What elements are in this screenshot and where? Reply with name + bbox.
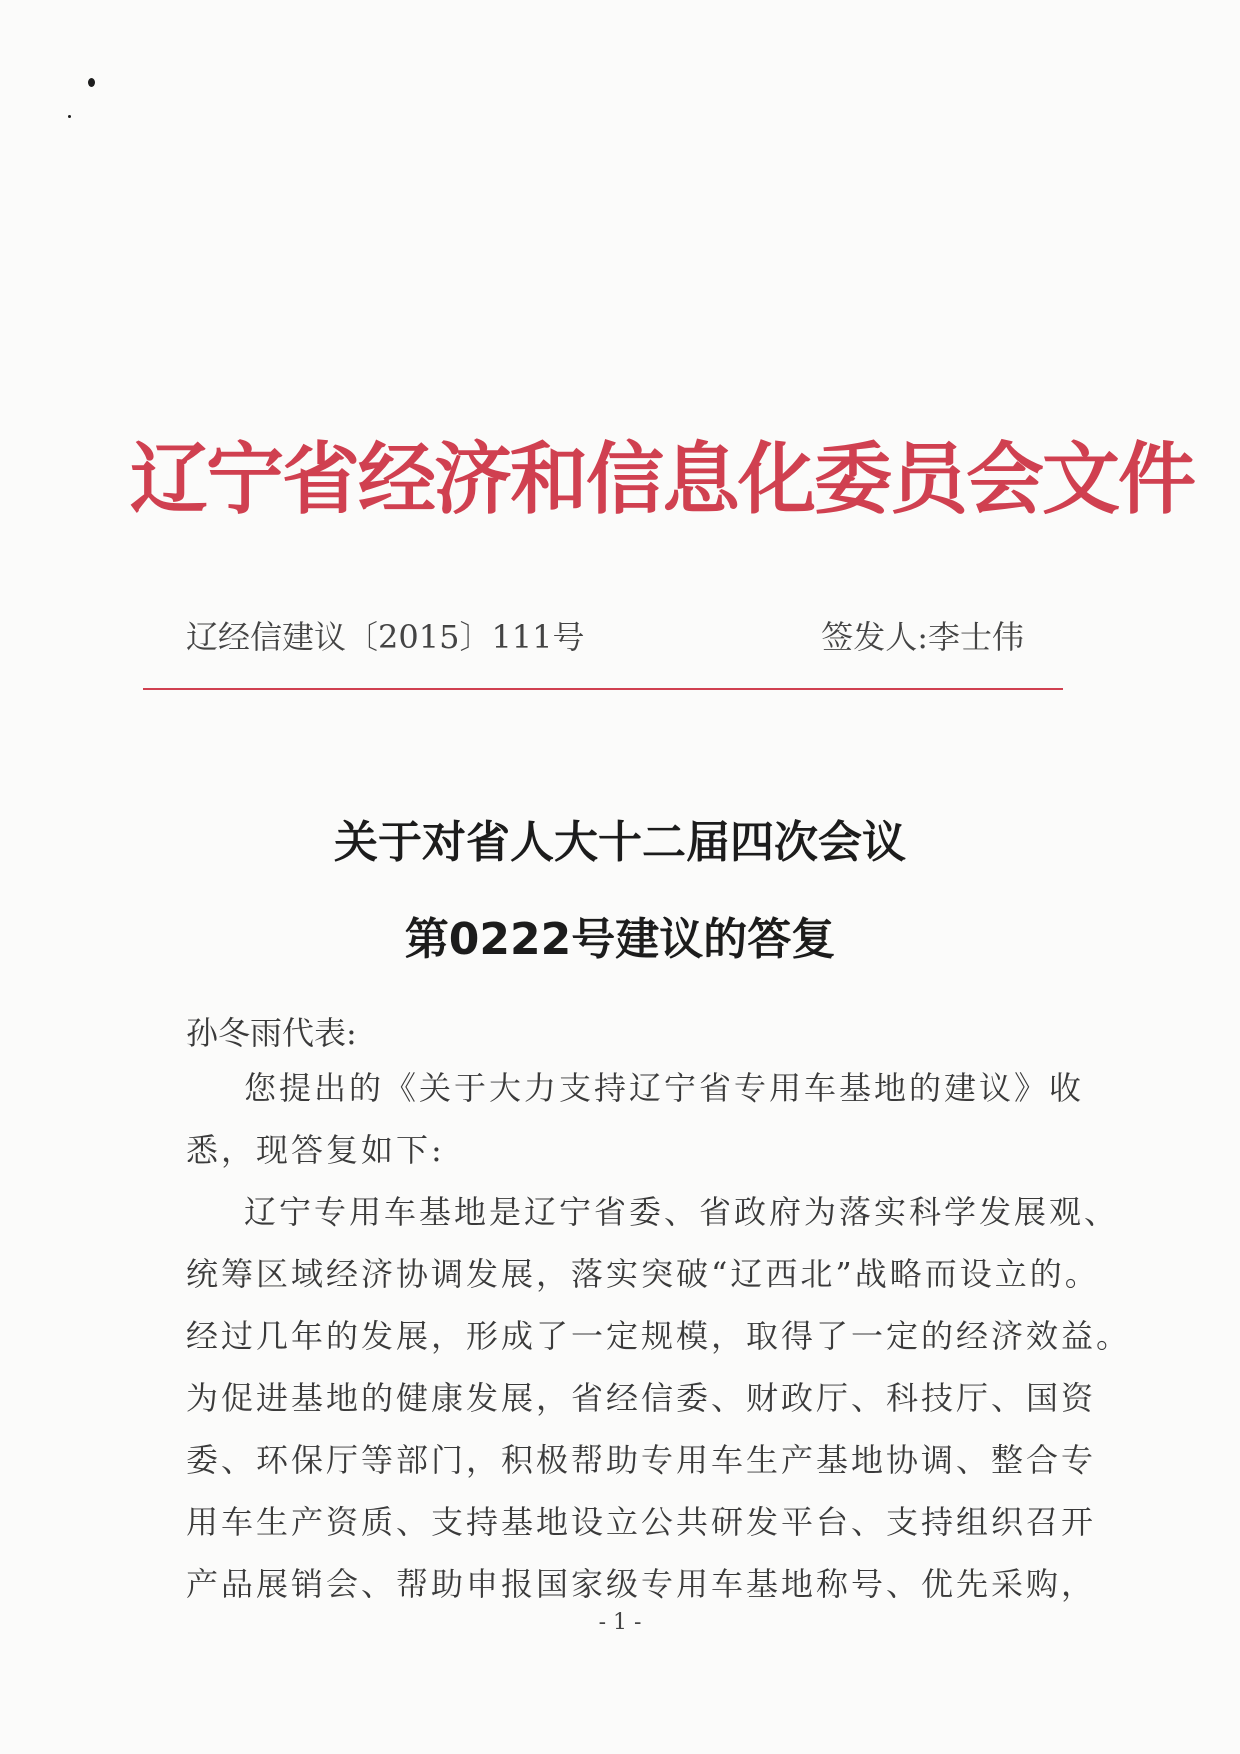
body-line: 为促进基地的健康发展，省经信委、财政厅、科技厅、国资 <box>186 1379 1097 1417</box>
body-line: 您提出的《关于大力支持辽宁省专用车基地的建议》收 <box>244 1069 1085 1107</box>
salutation: 孙冬雨代表: <box>186 1014 357 1052</box>
document-number: 辽经信建议〔2015〕111号 <box>186 618 585 656</box>
document-title-line-1: 关于对省人大十二届四次会议 <box>334 817 906 868</box>
reference-row <box>186 612 1024 662</box>
red-divider-line <box>143 688 1063 690</box>
scan-speck <box>88 78 95 87</box>
body-line: 经过几年的发展，形成了一定规模，取得了一定的经济效益。 <box>186 1317 1132 1355</box>
body-line: 统筹区域经济协调发展，落实突破“辽西北”战略而设立的。 <box>186 1255 1100 1293</box>
body-line: 委、环保厅等部门，积极帮助专用车生产基地协调、整合专 <box>186 1441 1097 1479</box>
body-line: 产品展销会、帮助申报国家级专用车基地称号、优先采购， <box>186 1565 1097 1603</box>
scan-speck <box>68 115 71 118</box>
issuer-signature: 签发人:李士伟 <box>821 618 1024 656</box>
body-line: 辽宁专用车基地是辽宁省委、省政府为落实科学发展观、 <box>244 1193 1120 1231</box>
body-line: 用车生产资质、支持基地设立公共研发平台、支持组织召开 <box>186 1503 1097 1541</box>
page-number: - 1 - <box>598 1610 642 1635</box>
document-title-line-2: 第0222号建议的答复 <box>404 914 836 965</box>
body-line: 悉，现答复如下: <box>186 1131 445 1169</box>
masthead-title: 辽宁省经济和信息化委员会文件 <box>130 435 1195 525</box>
